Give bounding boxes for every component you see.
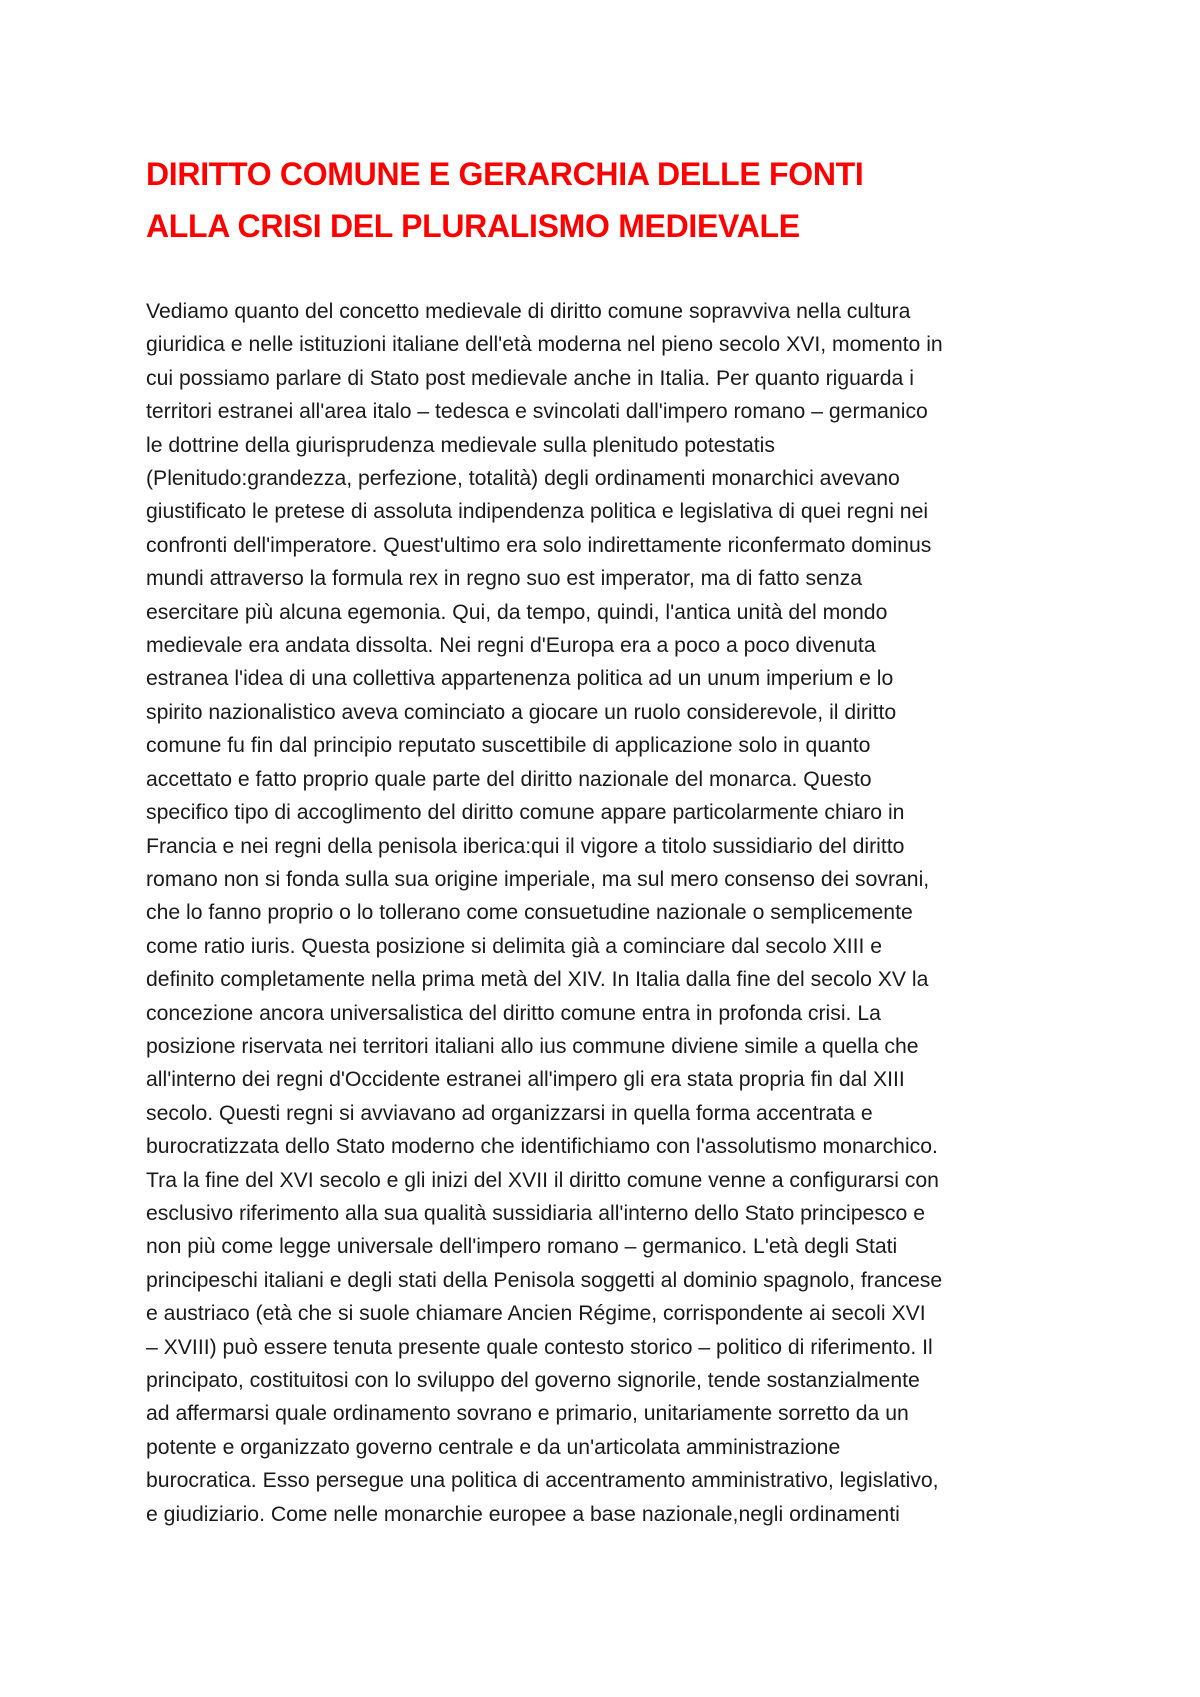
body-line: all'interno dei regni d'Occidente estranei all'impero gli era stata propria fin dal XIII (146, 1068, 905, 1092)
body-line: accettato e fatto proprio quale parte del diritto nazionale del monarca. Questo (146, 767, 872, 791)
body-line: principato, costituitosi con lo sviluppo del governo signorile, tende sostanzialmente (146, 1369, 920, 1392)
body-line: romano non si fonda sulla sua origine imperiale, ma sul mero consenso dei sovrani, (146, 867, 930, 891)
document-title (146, 148, 1106, 252)
body-line: cui possiamo parlare di Stato post medievale anche in Italia. Per quanto riguarda i (146, 366, 914, 390)
body-line: – XVIII) può essere tenuta presente quale contesto storico – politico di riferimento. Il (146, 1335, 933, 1359)
body-line: concezione ancora universalistica del diritto comune entra in profonda crisi. La (146, 1001, 881, 1025)
body-line: Tra la fine del XVI secolo e gli inizi del XVII il diritto comune venne a configurarsi con (146, 1168, 939, 1192)
body-line: ad affermarsi quale ordinamento sovrano e primario, unitariamente sorretto da un (146, 1402, 909, 1426)
body-line: giuridica e nelle istituzioni italiane dell'età moderna nel pieno secolo XVI, momento in (146, 333, 943, 357)
body-line: specifico tipo di accoglimento del diritto comune appare particolarmente chiaro in (146, 801, 905, 825)
body-line: confronti dell'imperatore. Quest'ultimo era solo indirettamente riconfermato dominus (146, 533, 932, 557)
body-line: esclusivo riferimento alla sua qualità sussidiaria all'interno dello Stato principesco e (146, 1201, 925, 1225)
body-line: estranea l'idea di una collettiva appartenenza politica ad un unum imperium e lo (146, 667, 894, 691)
title-line: DIRITTO COMUNE E GERARCHIA DELLE FONTI (146, 156, 864, 192)
body-line: come ratio iuris. Questa posizione si delimita già a cominciare dal secolo XIII e (146, 934, 883, 958)
body-line: (Plenitudo:grandezza, perfezione, totalità) degli ordinamenti monarchici avevano (146, 467, 900, 491)
body-line: giustificato le pretese di assoluta indipendenza politica e legislativa di quei regni nei (146, 500, 929, 524)
body-line: e austriaco (età che si suole chiamare Ancien Régime, corrispondente ai secoli XVI (146, 1302, 926, 1326)
body-line: esercitare più alcuna egemonia. Qui, da tempo, quindi, l'antica unità del mondo (146, 600, 888, 624)
body-line: che lo fanno proprio o lo tollerano come consuetudine nazionale o semplicemente (146, 901, 913, 925)
body-line: e giudiziario. Come nelle monarchie europee a base nazionale,negli ordinamenti (146, 1502, 900, 1526)
document-body (146, 295, 1086, 1531)
body-line: secolo. Questi regni si avviavano ad organizzarsi in quella forma accentrata e (146, 1101, 873, 1125)
body-line: territori estranei all'area italo – tedesca e svincolati dall'impero romano – germanico (146, 400, 928, 424)
body-line: definito completamente nella prima metà del XIV. In Italia dalla fine del secolo XV la (146, 968, 929, 992)
body-line: non più come legge universale dell'impero romano – germanico. L'età degli Stati (146, 1235, 898, 1259)
body-line: Francia e nei regni della penisola iberica:qui il vigore a titolo sussidiario del diritto (146, 834, 905, 858)
body-line: Vediamo quanto del concetto medievale di diritto comune sopravviva nella cultura (146, 300, 911, 323)
body-line: spirito nazionalistico aveva cominciato a giocare un ruolo considerevole, il diritto (146, 700, 897, 724)
body-line: burocratica. Esso persegue una politica di accentramento amministrativo, legislativo, (146, 1469, 939, 1493)
body-line: potente e organizzato governo centrale e da un'articolata amministrazione (146, 1435, 841, 1459)
body-line: burocratizzata dello Stato moderno che identifichiamo con l'assolutismo monarchico. (146, 1135, 938, 1159)
body-line: comune fu fin dal principio reputato suscettibile di applicazione solo in quanto (146, 734, 871, 758)
body-line: posizione riservata nei territori italiani allo ius commune diviene simile a quella che (146, 1034, 919, 1058)
body-line: le dottrine della giurisprudenza medievale sulla plenitudo potestatis (146, 433, 775, 457)
body-line: principeschi italiani e degli stati della Penisola soggetti al dominio spagnolo, francese (146, 1268, 943, 1292)
body-line: medievale era andata dissolta. Nei regni d'Europa era a poco a poco divenuta (146, 634, 876, 658)
title-line: ALLA CRISI DEL PLURALISMO MEDIEVALE (146, 208, 800, 244)
body-line: mundi attraverso la formula rex in regno suo est imperator, ma di fatto senza (146, 567, 863, 591)
